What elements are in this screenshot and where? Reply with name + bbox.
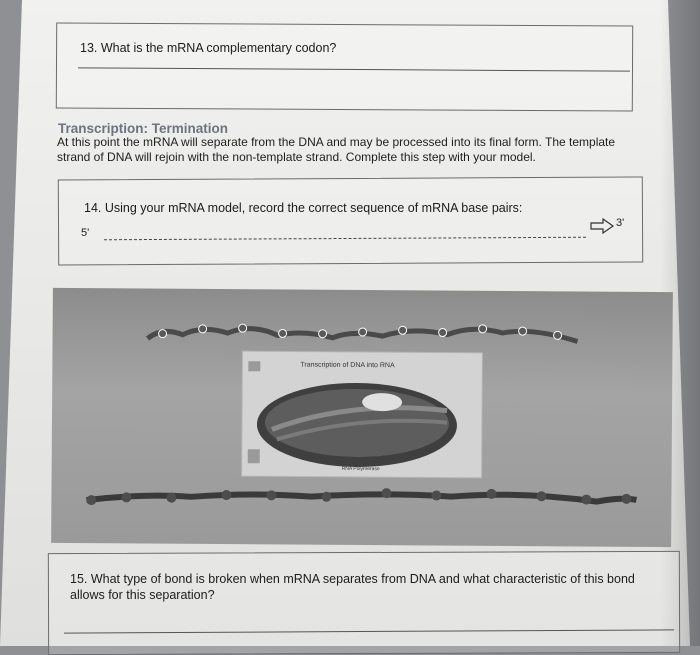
question-13-text: 13. What is the mRNA complementary codon? bbox=[80, 41, 337, 55]
transcription-poster bbox=[242, 351, 483, 478]
section-title-termination: Transcription: Termination bbox=[58, 121, 229, 136]
poster-title: Transcription of DNA into RNA bbox=[300, 361, 395, 370]
question-15-text: 15. What type of bond is broken when mRNA separates from DNA and what characteristic of this bond allows for this separation? bbox=[70, 572, 635, 602]
bottom-bead-strand bbox=[86, 486, 636, 509]
dna-model-illustration bbox=[51, 288, 673, 547]
termination-paragraph: At this point the mRNA will separate from the DNA and may be processed into its final form. The template strand of DNA will rejoin with the non-template strand. Complete this step with your model. bbox=[57, 135, 616, 164]
question-14-text: 14. Using your mRNA model, record the correct sequence of mRNA base pairs: bbox=[84, 201, 523, 215]
arrow-icon bbox=[589, 218, 615, 239]
poster-caption: RNA Polymerase bbox=[341, 465, 380, 473]
dna-model-photo bbox=[51, 288, 673, 547]
five-prime-label: 5' bbox=[81, 227, 90, 239]
question-14-box bbox=[58, 176, 643, 265]
top-bead-strand bbox=[148, 323, 578, 342]
three-prime-label: 3' bbox=[616, 217, 625, 229]
